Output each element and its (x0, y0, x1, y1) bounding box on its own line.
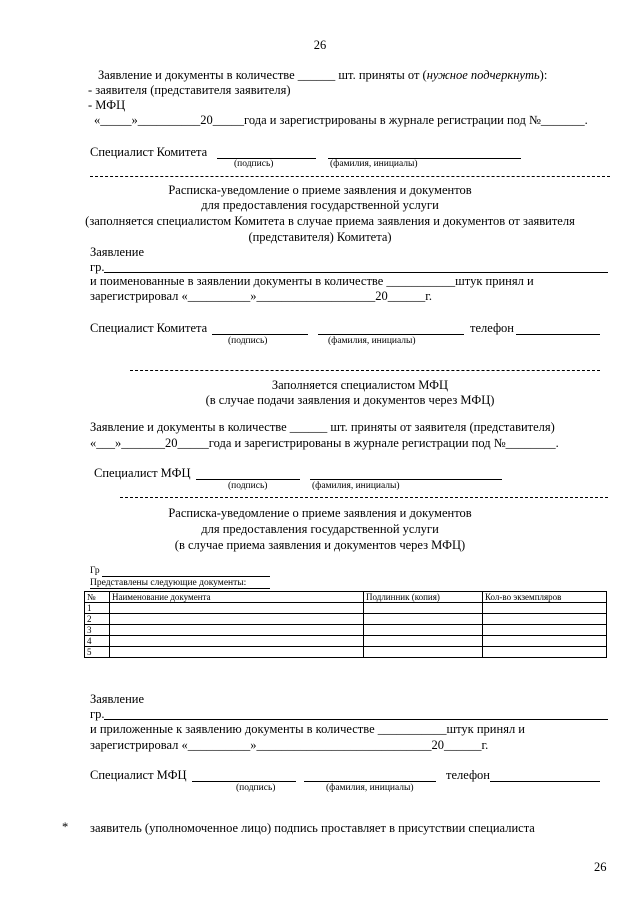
registered-line: зарегистрировал «__________»____________________________20______г. (90, 738, 489, 752)
phone-label: телефон (470, 321, 514, 335)
receipt2-subtitle: для предоставления государственной услуги (201, 522, 439, 536)
cut-line (120, 497, 608, 498)
footnote-mark: * (62, 820, 69, 834)
docs-count-line: и приложенные к заявлению документы в количестве ___________штук принял и (90, 722, 525, 736)
document-name-cell[interactable] (110, 614, 364, 625)
receipt2-title: Расписка-уведомление о приеме заявления и документов (168, 506, 472, 520)
specialist-mfc-label: Специалист МФЦ (90, 768, 187, 782)
copies-count-cell[interactable] (483, 603, 607, 614)
citizen-line (104, 272, 608, 273)
name-caption: (фамилия, инициалы) (328, 336, 416, 346)
col-document-name-header: Наименование документа (110, 592, 364, 603)
col-original-copy-header: Подлинник (копия) (364, 592, 483, 603)
copies-count-cell[interactable] (483, 647, 607, 658)
signature-line (196, 479, 300, 480)
original-copy-cell[interactable] (364, 636, 483, 647)
table-header-row (85, 592, 607, 603)
original-copy-cell[interactable] (364, 603, 483, 614)
signature-caption: (подпись) (236, 783, 276, 793)
table-row (85, 625, 607, 636)
specialist-mfc-label: Специалист МФЦ (94, 466, 191, 480)
receipt1-note-end: (представителя) Комитета) (248, 230, 392, 244)
table-row (85, 647, 607, 658)
table-row (85, 614, 607, 625)
row-number: 4 (85, 636, 110, 647)
phone-line (490, 781, 600, 782)
footnote-text: заявитель (уполномоченное лицо) подпись проставляет в присутствии специалиста (90, 821, 535, 835)
receipt1-subtitle: для предоставления государственной услуги (201, 198, 439, 212)
statement-label: Заявление (90, 245, 145, 259)
name-caption: (фамилия, инициалы) (326, 783, 414, 793)
name-line (318, 334, 464, 335)
name-line (304, 781, 436, 782)
document-name-cell[interactable] (110, 603, 364, 614)
specialist-committee-label: Специалист Комитета (90, 145, 208, 159)
mfc-title: Заполняется специалистом МФЦ (271, 378, 449, 392)
document-name-cell[interactable] (110, 636, 364, 647)
name-caption: (фамилия, инициалы) (312, 481, 400, 491)
acceptance-line: Заявление и документы в количестве ______ шт. приняты от (нужное подчеркнуть): (98, 68, 548, 82)
document-name-cell[interactable] (110, 647, 364, 658)
receipt1-title: Расписка-уведомление о приеме заявления и документов (168, 183, 472, 197)
row-number: 3 (85, 625, 110, 636)
phone-label: телефон (446, 768, 490, 782)
phone-line (516, 334, 600, 335)
row-number: 2 (85, 614, 110, 625)
col-number-header: № (85, 592, 110, 603)
mfc-subtitle: (в случае подачи заявления и документов через МФЦ) (205, 393, 495, 407)
page-number-bottom: 26 (594, 860, 607, 874)
documents-table (84, 591, 607, 658)
row-number: 5 (85, 647, 110, 658)
citizen-label: гр. (90, 707, 105, 721)
citizen-label: Гр (90, 566, 100, 576)
table-row (85, 603, 607, 614)
cut-line (130, 370, 600, 371)
original-copy-cell[interactable] (364, 614, 483, 625)
registered-line: зарегистрировал «__________»___________________20______г. (90, 289, 433, 303)
mfc-acceptance-line: Заявление и документы в количестве ______ шт. приняты от заявителя (представителя) (90, 420, 555, 434)
option-mfc: - МФЦ (88, 98, 126, 112)
copies-count-cell[interactable] (483, 614, 607, 625)
signature-caption: (подпись) (228, 481, 268, 491)
citizen-label: гр. (90, 260, 105, 274)
page-number-top: 26 (313, 38, 327, 52)
cut-line (90, 176, 610, 177)
mfc-registration-line: «___»_______20_____года и зарегистрированы в журнале регистрации под №________. (90, 436, 559, 450)
signature-caption: (подпись) (228, 336, 268, 346)
row-number: 1 (85, 603, 110, 614)
name-caption: (фамилия, инициалы) (330, 159, 418, 169)
citizen-line (102, 576, 270, 577)
registration-line: «_____»__________20_____года и зарегистрированы в журнале регистрации под №_______. (94, 113, 588, 127)
signature-line (212, 334, 308, 335)
original-copy-cell[interactable] (364, 625, 483, 636)
receipt1-note: (заполняется специалистом Комитета в случае приема заявления и документов от заявителя (85, 214, 575, 228)
document-name-cell[interactable] (110, 625, 364, 636)
signature-caption: (подпись) (234, 159, 274, 169)
docs-count-line: и поименованные в заявлении документы в количестве ___________штук принял и (90, 274, 534, 288)
copies-count-cell[interactable] (483, 625, 607, 636)
col-copies-count-header: Кол-во экземпляров (483, 592, 607, 603)
option-applicant: - заявителя (представителя заявителя) (88, 83, 291, 97)
receipt2-note: (в случае приема заявления и документов через МФЦ) (174, 538, 466, 552)
citizen-line (104, 719, 608, 720)
docs-presented-label: Представлены следующие документы: (90, 578, 247, 588)
name-line (310, 479, 502, 480)
table-row (85, 636, 607, 647)
copies-count-cell[interactable] (483, 636, 607, 647)
signature-line (192, 781, 296, 782)
specialist-committee-label: Специалист Комитета (90, 321, 208, 335)
docs-presented-underline (90, 588, 270, 589)
original-copy-cell[interactable] (364, 647, 483, 658)
statement-label: Заявление (90, 692, 145, 706)
